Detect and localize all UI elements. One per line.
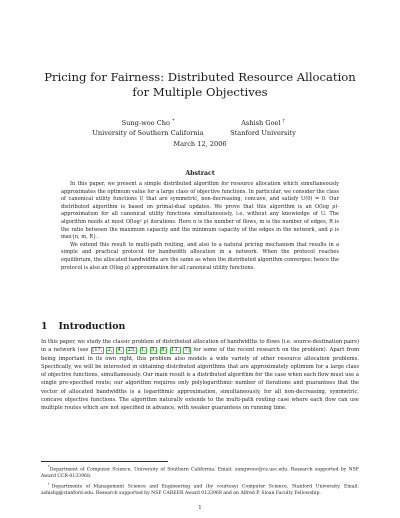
footnote [41,464,359,480]
section-number: 1 [41,321,48,332]
section-title: Introduction [58,321,126,332]
citation-link[interactable]: 7] [184,347,190,354]
citation-link[interactable]: 11, [171,347,180,354]
footnotes [41,464,359,498]
citation-link[interactable]: 4, [117,347,123,354]
paper-title: Pricing for Fairness: Distributed Resource Allocation for Multiple Objectives [44,70,356,99]
author-affiliation: Stanford University [230,128,296,137]
abstract-paragraph: In this paper, we present a simple distributed algorithm for resource allocation which simultaneously approximates the optimum value for a large class of objective functions. In particular, we consider the class of canonical utility functions U that are symmetric, non-decreasing, concave, and satisfy U(0) = 0. Our distributed algorithm is based on primal-dual updates. We prove that this algorithm is an O(log ρ)-approximation for all canonical utility functions simultaneously, i.e. without any knowledge of U. The algorithm needs at most O(log² ρ) iterations. Here n is the number of flows, m is the number of edges, R is the ratio between the maximum capacity and the minimum capacity of the edges in the network, and ρ is max{n, m, R}. [61,181,339,241]
page-number: 1 [198,505,202,511]
citation-link[interactable]: [17, [92,347,103,354]
author-name: Ashish Goel [241,119,281,128]
footnote [41,481,359,497]
author-affiliation: University of Southern California [92,128,204,137]
citation-link[interactable]: 2, [107,347,113,354]
author-name: Sung-woo Cho [121,119,171,128]
intro-text-rest: for some of the recent research on the problem). Apart from being important in its own right, this problem also models a wide variety of other resource allocation problems. Specifically, we will be interested in obtaining distributed algorithms that are approximately optimum for a large class of objective functions, simultaneously. Our main result is a distributed algorithm for the case when each flow must use a single pre-specified route; our algorithm requires only polylogarithmic number of iterations and guarantees that the vector of allocated bandwidths is a logarithmic approximation, simultaneously, for all non-decreasing, symmetric, concave objective functions. The algorithm naturally extends to the multi-path routing case where each flow can use multiple routes which are not specified in advance, with weaker guarantees on running time. [41,347,360,412]
footnote-mark: † [48,481,52,486]
citation-link[interactable]: 8, [161,347,167,354]
author-footnote-mark: * [172,119,175,124]
author-block-2 [222,117,304,138]
footnote-text: Departments of Management Science and Engineering and (by courtesy) Computer Science, Stanford University. Email: ashishg@stanford.edu. Research supported by NSF CAREER Award 0133968 and an Alfred P. Sloan Faculty Fellowship. [41,484,359,496]
footnote-mark: * [48,465,50,469]
paper-date: March 12, 2006 [173,140,227,148]
abstract-paragraph: We extend this result to multi-path routing, and also to a natural pricing mechanism that results in a simple and practical protocol for bandwidth allocation in a network. When the protocol reaches equilibrium, the allocated bandwidths are the same as when the distributed algorithm converges; hence the protocol is also an O(log ρ) approximation for all canonical utility functions. [61,241,339,271]
citation-link[interactable]: 25, [127,347,136,354]
citation-link[interactable]: 5, [151,347,156,354]
section-heading [41,321,125,332]
intro-text-start: In this paper, we study the classic problem of distributed allocation of bandwidths to flows (i.e. source-destination pairs) in a network (see [41,339,359,354]
abstract-heading: Abstract [185,170,215,177]
footnote-rule [41,461,168,462]
footnote-text: Department of Computer Science, University of Southern California. Email: sungwooc@cs.usc.edu. Research supported by NSF Award CCR-0133968. [41,467,359,479]
author-block-1 [88,117,208,138]
citation-link[interactable]: 1, [141,347,146,354]
abstract-body [61,181,339,272]
intro-paragraph [41,338,359,413]
author-footnote-mark: † [282,119,285,124]
